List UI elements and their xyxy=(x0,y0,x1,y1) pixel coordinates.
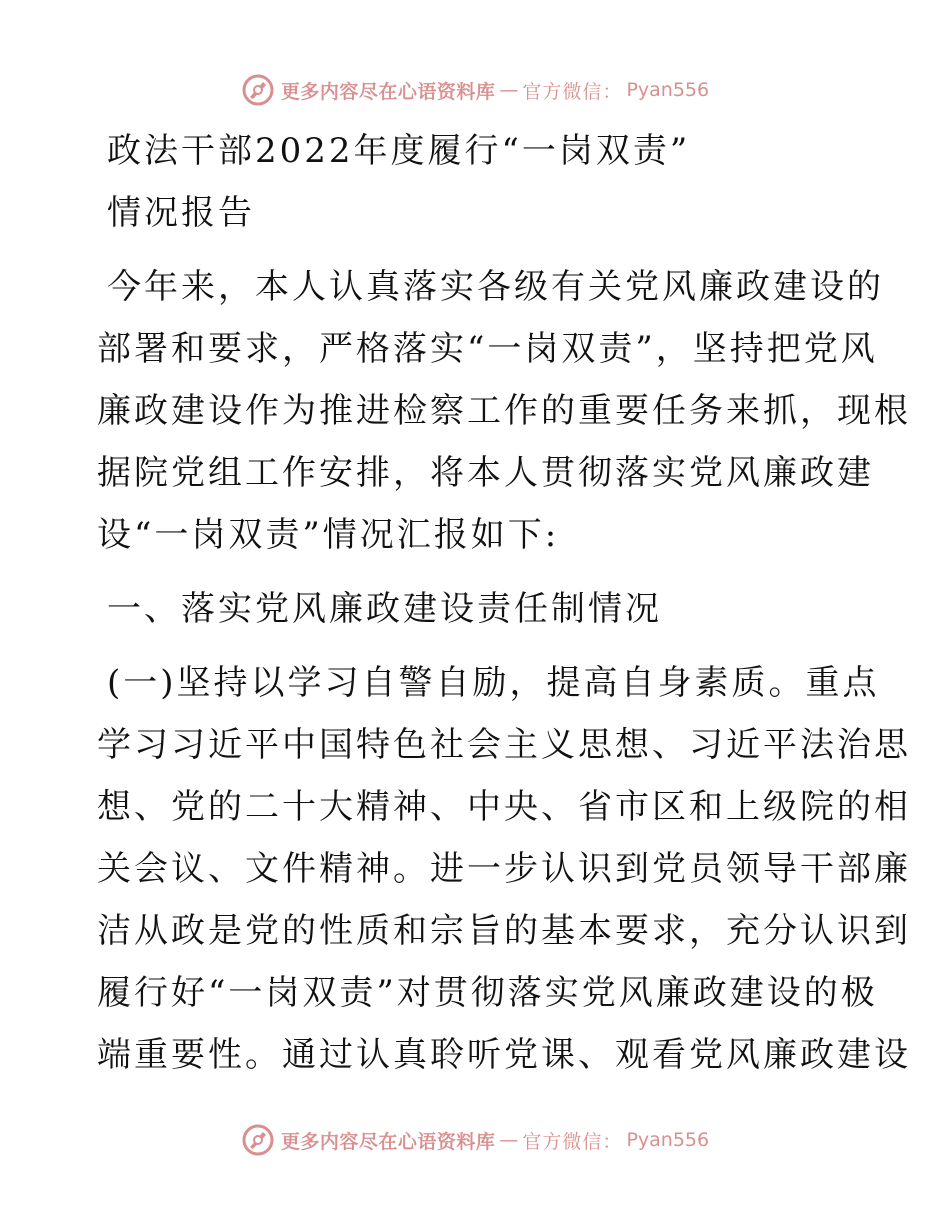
watermark-sub-text: 官方微信： xyxy=(522,1130,623,1153)
watermark-id: Pyan556 xyxy=(626,79,710,101)
watermark-bottom xyxy=(0,1120,950,1160)
section-heading: 一、落实党风廉政建设责任制情况 xyxy=(107,589,662,629)
document-body xyxy=(97,120,911,1086)
watermark-main-text: 更多内容尽在心语资料库 xyxy=(280,80,496,103)
document-title-line-1: 政法干部2022年度履行“一岗双责” xyxy=(107,131,691,171)
intro-line-2: 部署和要求，严格落实“一岗双责”，坚持把党风 xyxy=(97,329,878,369)
section-line-2: 学习习近平中国特色社会主义思想、习近平法治思 xyxy=(97,725,911,765)
watermark-main-text: 更多内容尽在心语资料库 xyxy=(280,1130,496,1153)
brand-logo-icon xyxy=(241,73,275,107)
intro-line-1: 今年来，本人认真落实各级有关党风廉政建设的 xyxy=(107,267,884,307)
brand-logo-icon xyxy=(241,1123,275,1157)
intro-line-3: 廉政建设作为推进检察工作的重要任务来抓，现根 xyxy=(97,391,911,431)
intro-line-5: 设“一岗双责”情况汇报如下: xyxy=(97,515,560,555)
section-line-7: 端重要性。通过认真聆听党课、观看党风廉政建设 xyxy=(97,1035,911,1075)
section-line-3: 想、党的二十大精神、中央、省市区和上级院的相 xyxy=(97,787,911,827)
section-line-5: 洁从政是党的性质和宗旨的基本要求，充分认识到 xyxy=(97,911,911,951)
section-line-4: 关会议、文件精神。进一步认识到党员领导干部廉 xyxy=(97,849,911,889)
intro-line-4: 据院党组工作安排，将本人贯彻落实党风廉政建 xyxy=(97,453,874,493)
watermark-separator: — xyxy=(499,1129,519,1151)
section-line-6: 履行好“一岗双责”对贯彻落实党风廉政建设的极 xyxy=(97,973,878,1013)
watermark-top xyxy=(0,70,950,110)
document-title-line-2: 情况报告 xyxy=(107,193,255,233)
watermark-separator: — xyxy=(499,79,519,101)
watermark-id: Pyan556 xyxy=(626,1129,710,1151)
section-line-1: (一)坚持以学习自警自励，提高自身素质。重点 xyxy=(107,663,880,703)
watermark-sub-text: 官方微信： xyxy=(522,80,623,103)
